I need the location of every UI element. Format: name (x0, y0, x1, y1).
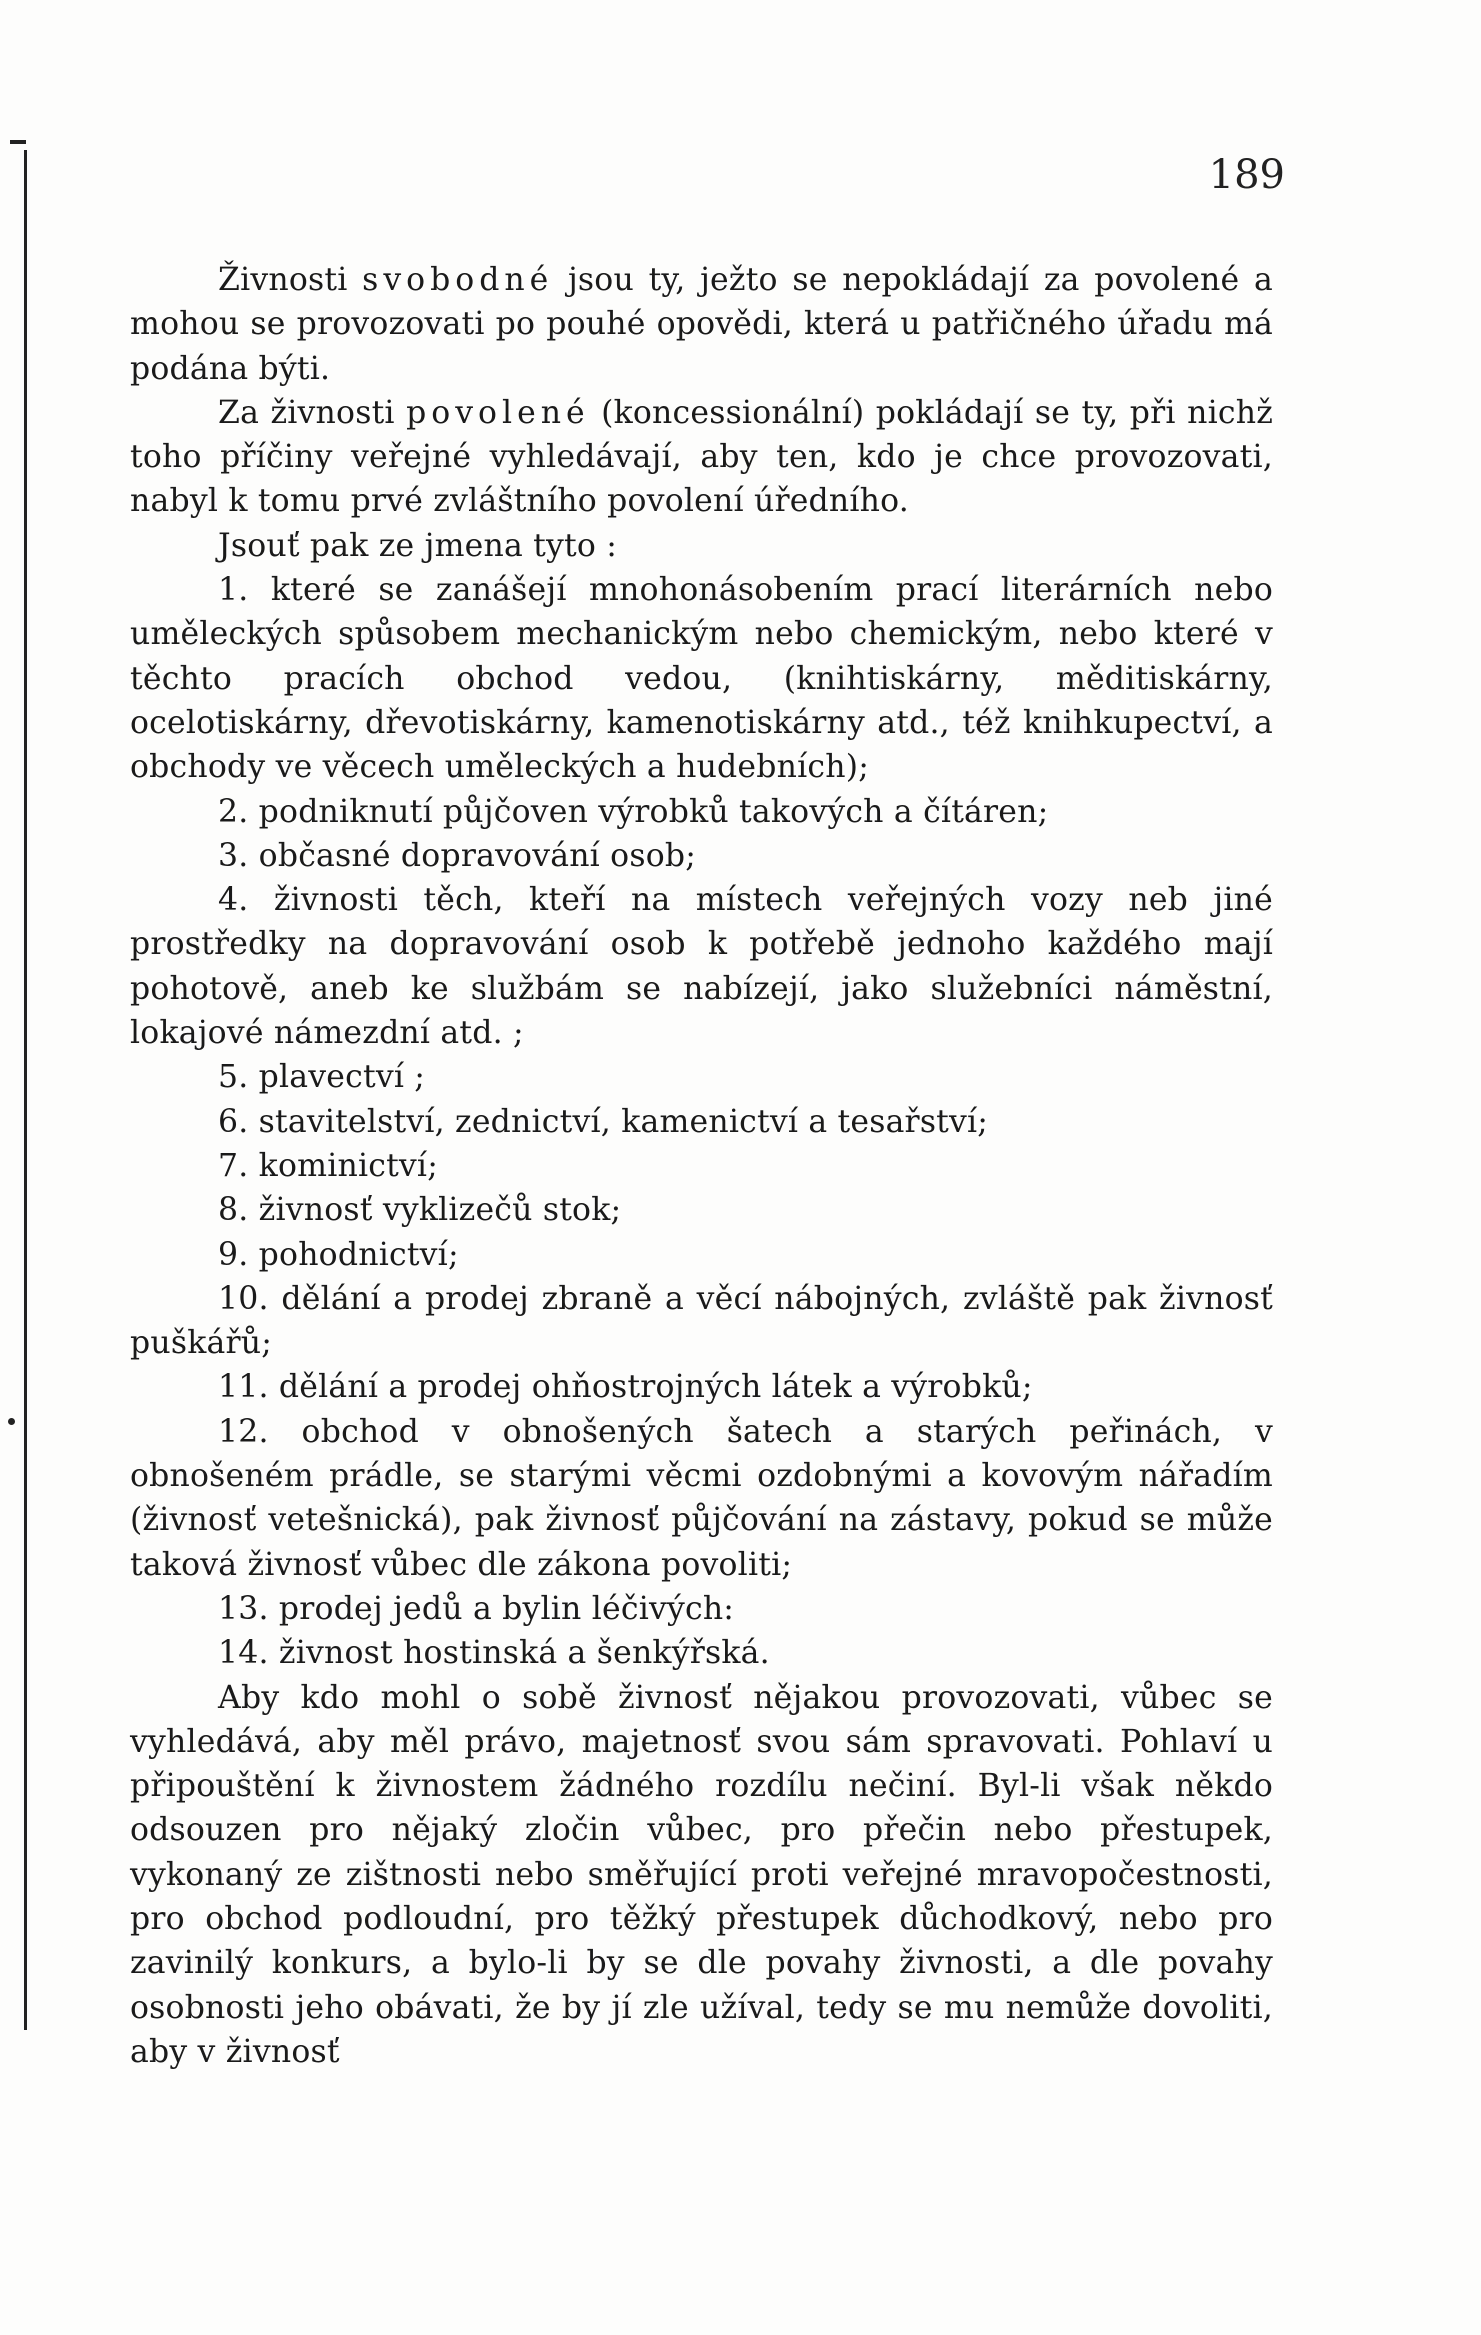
page-number: 189 (1208, 152, 1285, 198)
paragraph-intro-list: Jsouť pak ze jmena tyto : (218, 527, 618, 564)
list-item: 6. stavitelství, zednictví, kamenictví a tesařství; (218, 1103, 989, 1140)
list-item: 4. živnosti těch, kteří na místech veřejných vozy neb jiné prostředky na dopravování osob k potřebě jednoho každého mají pohotově, aneb ke službám se nabízejí, jako služebníci náměstní, lokajové námezdní atd. ; (130, 882, 1273, 1052)
list-item: 1. které se zanášejí mnohonásobením prací literárních nebo uměleckých spůsobem mechanickým nebo chemickým, nebo které v těchto pracích obchod vedou, (knihtiskárny, měditiskárny, ocelotiskárny, dřevotiskárny, kamenotiskárny atd., též knihkupectví, a obchody ve věcech uměleckých a hudebních); (130, 572, 1273, 786)
paragraph-povolene: Za živnosti povolené (koncessionální) pokládají se ty, při nichž toho příčiny veřejné vyhledávají, aby ten, kdo je chce provozovati, nabyl k tomu prvé zvláštního povolení úředního. (130, 394, 1273, 520)
binding-dot (8, 1418, 15, 1425)
list-item: 11. dělání a prodej ohňostrojných látek a výrobků; (218, 1369, 1033, 1406)
body-text (130, 258, 1273, 2074)
emphasis-svobodne: svobodné (362, 262, 554, 298)
binding-mark (10, 140, 26, 144)
list-item: 13. prodej jedů a bylin léčivých: (218, 1590, 735, 1627)
list-item: 2. podniknutí půjčoven výrobků takových a čítáren; (218, 793, 1049, 830)
list-item: 14. živnost hostinská a šenkýřská. (218, 1635, 770, 1672)
list-item: 10. dělání a prodej zbraně a věcí nábojných, zvláště pak živnosť puškářů; (130, 1280, 1273, 1362)
list-item: 9. pohodnictví; (218, 1236, 459, 1273)
binding-edge-line (24, 150, 27, 2030)
paragraph-closing: Aby kdo mohl o sobě živnosť nějakou provozovati, vůbec se vyhledává, aby měl právo, majetnosť svou sám spravovati. Pohlaví u připouštění k živnostem žádného rozdílu nečiní. Byl-li však někdo odsouzen pro nějaký zločin vůbec, pro přečin nebo přestupek, vykonaný ze zištnosti nebo směřující proti veřejné mravopočestnosti, pro obchod podloudní, pro těžký přestupek důchodkový, nebo pro zavinilý konkurs, a bylo-li by se dle povahy živnosti, a dle povahy osobnosti jeho obávati, že by jí zle užíval, tedy se mu nemůže dovoliti, aby v živnosť (130, 1679, 1273, 2070)
list-item: 5. plavectví ; (218, 1059, 426, 1096)
list-item: 12. obchod v obnošených šatech a starých peřinách, v obnošeném prádle, se starými věcmi ozdobnými a kovovým nářadím (živnosť vetešnická), pak živnosť půjčování na zástavy, pokud se může taková živnosť vůbec dle zákona povoliti; (130, 1413, 1273, 1583)
list-item: 8. živnosť vyklizečů stok; (218, 1192, 622, 1229)
list-item: 3. občasné dopravování osob; (218, 837, 697, 874)
paragraph-svobodne: Živnosti svobodné jsou ty, ježto se nepokládají za povolené a mohou se provozovati po pouhé opovědi, která u patřičného úřadu má podána býti. (130, 262, 1273, 387)
emphasis-povolene: povolené (406, 394, 590, 431)
list-item: 7. kominictví; (218, 1147, 439, 1184)
